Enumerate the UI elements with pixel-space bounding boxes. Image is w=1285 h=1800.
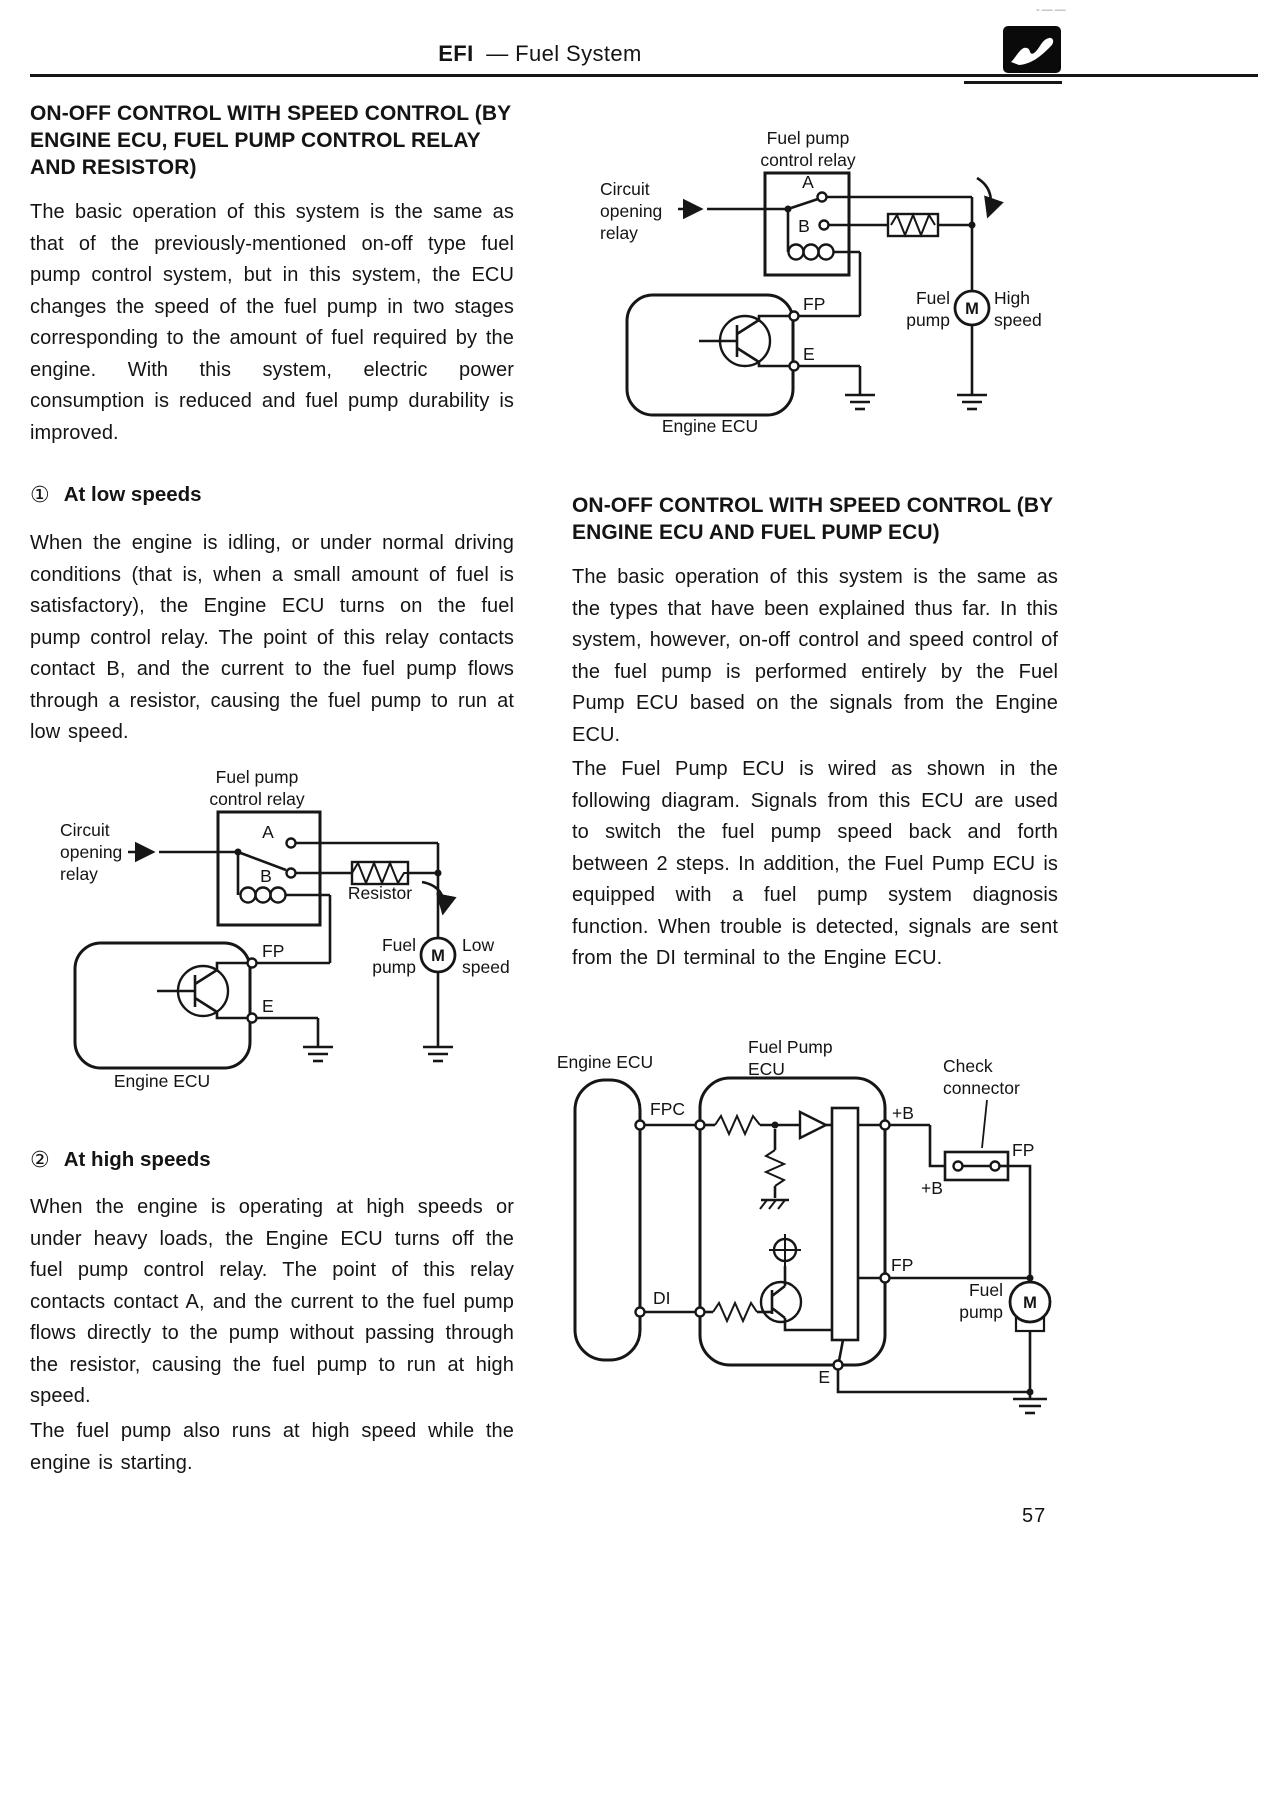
engine-ecu-label: Engine ECU: [661, 416, 759, 436]
low-speeds-title: At low speeds: [63, 483, 202, 506]
e-ground: [798, 366, 875, 409]
relay-label: Fuel pump: [215, 767, 299, 787]
plus-b-label: +B: [892, 1103, 914, 1123]
contact-b-terminal: [820, 221, 829, 230]
e-ground: [256, 1018, 333, 1061]
section2-body1: The basic operation of this system is the same as the types that have been explained thus far. In this system, however, on-off control and speed control of the fuel pump is performed entirely by the Fuel Pump ECU based on the signals from the Engine ECU.: [572, 566, 1058, 746]
check-connector-label: Check: [943, 1056, 993, 1076]
fuel-pump-ecu-label: Fuel Pump: [748, 1037, 833, 1057]
relay-label-2: control relay: [209, 789, 305, 809]
fp-out-label: FP: [891, 1255, 914, 1275]
fuel-pump-label: Fuel: [381, 935, 416, 955]
contact-b-label: B: [260, 866, 272, 886]
header-rule-segment: [964, 81, 1062, 84]
buffer-symbol: [800, 1112, 826, 1138]
plus-b-wires: [858, 1121, 945, 1167]
section1-heading: ON-OFF CONTROL WITH SPEED CONTROL (BY ENGINE ECU, FUEL PUMP CONTROL RELAY AND RESISTOR): [30, 102, 511, 179]
speed-label: Low: [462, 935, 495, 955]
fp-label: FP: [803, 294, 826, 314]
engine-ecu-box: [575, 1080, 640, 1360]
high-speeds-body2: The fuel pump also runs at high speed while the engine is starting.: [30, 1420, 514, 1474]
current-path-arrow: [422, 882, 444, 913]
speed-label: High: [994, 288, 1030, 308]
fpc-label: FPC: [650, 1099, 685, 1119]
chapter-icon: [1003, 26, 1061, 73]
e-terminal: [248, 1014, 257, 1023]
transistor-icon: [761, 1282, 832, 1330]
transistor-icon: [157, 963, 247, 1018]
motor-letter: M: [431, 947, 445, 965]
e-wires: [834, 1340, 1031, 1392]
circuit-opening-relay-label: Circuit: [600, 179, 650, 199]
section2-heading: ON-OFF CONTROL WITH SPEED CONTROL (BY ENGINE ECU AND FUEL PUMP ECU): [572, 494, 1053, 544]
circuit-opening-relay-label: Circuit: [60, 820, 110, 840]
svg-text:pump: pump: [372, 957, 416, 977]
contact-a-terminal: [818, 193, 827, 202]
e-label: E: [818, 1367, 830, 1387]
contact-b-terminal: [287, 869, 296, 878]
header-section-name: — Fuel System: [486, 41, 642, 66]
high-speeds-heading: [30, 1146, 211, 1172]
chapter-icon-bg: [1003, 26, 1061, 73]
print-artifact: -——: [1036, 4, 1068, 16]
fp-terminal: [248, 959, 257, 968]
e-terminal: [790, 362, 799, 371]
contact-a-terminal: [287, 839, 296, 848]
svg-text:control relay: control relay: [760, 150, 856, 170]
ground-icon: [957, 395, 987, 409]
section2-body2: The Fuel Pump ECU is wired as shown in the following diagram. Signals from this ECU are used to switch the fuel pump speed back and forth between 2 steps. In addition, the Fuel Pump ECU is equipped with a fuel pump system diagnosis function. When trouble is detected, signals are sent from the DI terminal to the Engine ECU.: [572, 758, 1058, 969]
header-rule: [30, 74, 1258, 77]
low-speeds-heading: [30, 481, 202, 507]
transistor-icon: [699, 316, 789, 366]
pump-wires: [826, 178, 991, 291]
high-speeds-title: At high speeds: [63, 1148, 211, 1171]
motor-letter: M: [965, 300, 979, 318]
relay-wires: [159, 839, 296, 878]
fp-label: FP: [262, 941, 285, 961]
engine-ecu-label: Engine ECU: [113, 1071, 211, 1091]
contact-a-label: A: [262, 822, 274, 842]
svg-text:relay: relay: [600, 223, 638, 243]
svg-text:pump: pump: [906, 310, 950, 330]
relay-label: Fuel pump: [766, 128, 850, 148]
plus-b-label-2: +B: [921, 1178, 943, 1198]
svg-text:connector: connector: [943, 1078, 1020, 1098]
svg-text:pump: pump: [959, 1302, 1003, 1322]
fuel-pump-ecu-diagram: [555, 1030, 1090, 1445]
high-speeds-number: ②: [30, 1147, 50, 1172]
fp-out-wires: [858, 1274, 1034, 1283]
engine-ecu-label: Engine ECU: [556, 1052, 654, 1072]
header-section-code: EFI: [438, 41, 474, 66]
ground-icon: [1013, 1399, 1047, 1413]
ground-icon: [423, 1047, 453, 1061]
svg-text:ECU: ECU: [748, 1059, 785, 1079]
relay-switch-arm: [788, 199, 818, 209]
fp-terminal: [790, 312, 799, 321]
low-speeds-number: ①: [30, 482, 50, 507]
check-fp-label: FP: [1012, 1140, 1035, 1160]
diagnosis-chain: [760, 1129, 801, 1286]
current-path-arrow: [977, 178, 991, 216]
svg-text:opening: opening: [600, 201, 663, 221]
page-number: 57: [1022, 1505, 1047, 1527]
low-speed-diagram: [35, 756, 535, 1104]
svg-text:relay: relay: [60, 864, 98, 884]
fuel-pump-label: Fuel: [968, 1280, 1003, 1300]
high-speed-diagram: [565, 118, 1085, 458]
engine-ecu-box: [627, 295, 793, 415]
e-label: E: [803, 344, 815, 364]
di-label: DI: [653, 1288, 671, 1308]
check-to-pump-wires: [999, 1166, 1030, 1278]
page-header-title: [340, 41, 740, 67]
resistor-label: Resistor: [347, 883, 413, 903]
svg-text:speed: speed: [994, 310, 1042, 330]
section1-body: The basic operation of this system is the same as that of the previously-mentioned on-off type fuel pump control system, but in this system, the ECU changes the speed of the fuel pump in two stages corresponding to the amount of fuel required by the engine. With this system, electric power consumption is reduced and fuel pump durability is improved.: [30, 201, 514, 444]
svg-text:opening: opening: [60, 842, 123, 862]
svg-text:speed: speed: [462, 957, 510, 977]
relay-wires: [707, 193, 829, 230]
high-speeds-body1: When the engine is operating at high speeds or under heavy loads, the Engine ECU turns off the fuel pump control relay. The point of this relay contacts contact A, and the current to the fuel pump flows directly to the pump without passing through the resistor, causing the fuel pump to run at high speed.: [30, 1196, 514, 1407]
driver-block: [832, 1108, 858, 1340]
low-speeds-body: When the engine is idling, or under normal driving conditions (that is, when a small amount of fuel is satisfactory), the Engine ECU turns on the fuel pump control relay. The point of this relay contacts contact B, and the current to the fuel pump flows through a resistor, causing the fuel pump to run at low speed.: [30, 532, 514, 743]
e-label: E: [262, 996, 274, 1016]
fuel-pump-label: Fuel: [915, 288, 950, 308]
contact-a-label: A: [802, 172, 814, 192]
check-connector-pointer: [982, 1100, 987, 1148]
contact-b-label: B: [798, 216, 810, 236]
motor-letter: M: [1023, 1294, 1037, 1312]
check-connector-box: [945, 1152, 1008, 1180]
